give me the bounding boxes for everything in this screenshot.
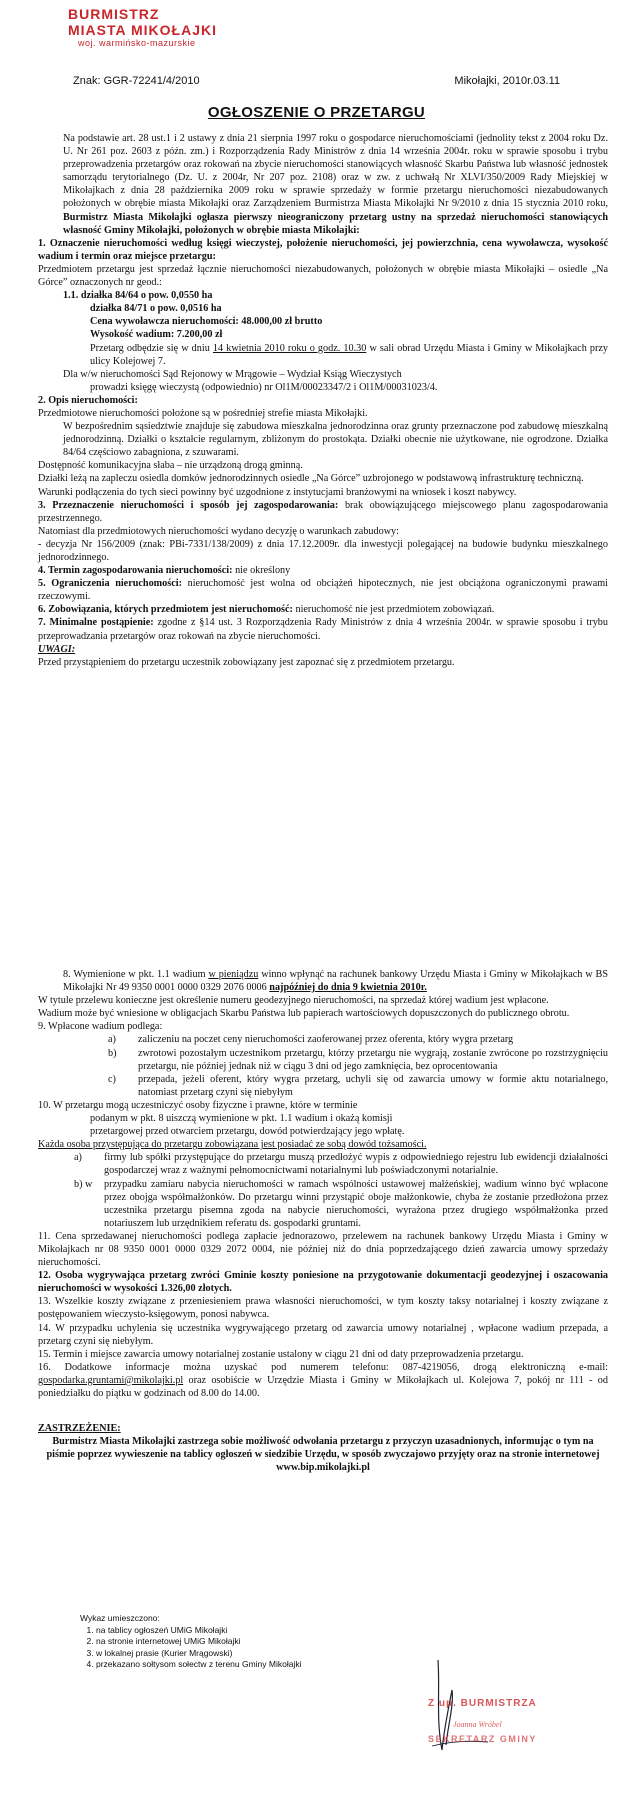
section-8-p2: W tytule przelewu konieczne jest określenie numeru geodezyjnego nieruchomości, na sprzedaż której wadium jest wpłacone. xyxy=(38,995,549,1007)
section-5: 5. Ograniczenia nieruchomości: nieruchomość jest wolna od obciążeń hipotecznych, nie jest obciążona ograniczonymi prawami rzeczowymi. xyxy=(38,578,608,603)
auction-date: 14 kwietnia 2010 roku o godz. 10.30 xyxy=(212,342,367,354)
section-2-p5: Warunki podłączenia do tych sieci powinny być uzgodnione z instytucjami branżowymi na wniosek i koszt nabywcy. xyxy=(38,486,517,498)
reservation-text: Burmistrz Miasta Mikołajki zastrzega sobie możliwość odwołania przetargu z przyczyn uzasadnionych, informując o tym na piśmie poprzez wywieszenie na tablicy ogłoszeń w siedzibie Urzędu, w sposób zwyczajowo przyjęty oraz na stronie internetowej www.bip.mikolajki.pl xyxy=(46,1436,600,1474)
section-4: 4. Termin zagospodarowania nieruchomości: nie określony xyxy=(38,565,291,577)
announcement-body xyxy=(38,132,608,669)
section-2-p4: Działki leżą na zapleczu osiedla domków jednorodzinnych osiedle „Na Górce” uzbrojonego w podstawową infrastrukturę techniczną. xyxy=(38,473,584,485)
stamp-line-1: BURMISTRZ MIASTA MIKOŁAJKI xyxy=(68,6,217,38)
section-3: 3. Przeznaczenie nieruchomości i sposób jej zagospodarowania: brak obowiązującego miejscowego planu zagospodarowania przestrzennego. xyxy=(38,499,608,524)
section-9-c: c) przepada, jeżeli oferent, który wygra przetarg, uchyli się od zawarcia umowy w formie aktu notarialnego, natomiast przetarg czyni się niebyłym xyxy=(108,1073,608,1098)
deposit-deadline: najpóźniej do dnia 9 kwietnia 2010r. xyxy=(269,982,427,994)
section-1-heading: 1. Oznaczenie nieruchomości według księgi wieczystej, położenie nieruchomości, jej powierzchnia, cena wywoławcza, wysokość wadium i termin oraz miejsce przetargu: xyxy=(38,237,608,262)
section-16: 16. Dodatkowe informacje można uzyskać pod numerem telefonu: 087-4219056, drogą elektroniczną e-mail: gospodarka.gruntami@mikolajki.pl oraz osobiście w Urzędzie Miasta i Gminy w Mikołajkach ul. Kolejowa 7, pokój nr 111 - od poniedziałku do piątku w godzinach od 8.00 do 14.00. xyxy=(38,1361,608,1399)
intro-bold: Burmistrz Miasta Mikołajki ogłasza pierwszy nieograniczony przetarg ustny na sprzedaż nieruchomości stanowiących własność Gminy Mikołajki, położonych w obrębie miasta Mikołajki: xyxy=(63,211,608,236)
section-10-l1: 10. W przetargu mogą uczestniczyć osoby fizyczne i prawne, które w terminie xyxy=(38,1099,358,1111)
posting-item: 2. na stronie internetowej UMiG Mikołajki xyxy=(96,1636,302,1648)
reservation-heading: ZASTRZEŻENIE: xyxy=(38,1423,121,1435)
stamp-line-1: Z up. BURMISTRZA xyxy=(428,1698,537,1709)
announcement-body-2 xyxy=(38,968,608,1474)
section-10-l2: podanym w pkt. 8 uiszczą wymienione w pkt. 1.1 wadium i okażą komisji xyxy=(90,1113,393,1125)
remarks-text: Przed przystąpieniem do przetargu uczestnik zobowiązany jest zapoznać się z przedmiotem przetargu. xyxy=(38,656,455,668)
land-registry-1: Dla w/w nieruchomości Sąd Rejonowy w Mrągowie – Wydział Ksiąg Wieczystych xyxy=(63,368,402,380)
stamp-line-3: SEKRETARZ GMINY xyxy=(428,1734,537,1744)
document-title: OGŁOSZENIE O PRZETARGU xyxy=(207,104,426,121)
section-10-a: a) firmy lub spółki przystępujące do przetargu muszą przedłożyć wypis z odpowiedniego rejestru lub ewidencji działalności gospodarczej wraz z ważnymi pełnomocnictwami notarialnymi lub poświadczonymi notarialnie. xyxy=(74,1152,608,1177)
section-13: 13. Wszelkie koszty związane z przeniesieniem prawa własności nieruchomości, w tym koszty taksy notarialnej i koszty związane z postępowaniem wieczysto-księgowym, ponosi nabywca. xyxy=(38,1296,608,1321)
signature-stamp xyxy=(418,1650,583,1770)
section-8: 8. Wymienione w pkt. 1.1 wadium w pieniądzu winno wpłynąć na rachunek bankowy Urzędu Miasta i Gminy w Mikołajkach w BS Mikołajki Nr 49 9350 0001 0000 0329 2076 0006 najpóźniej do dnia 9 kwietnia 2010r. xyxy=(63,969,608,994)
parcel-2: działka 84/71 o pow. 0,0516 ha xyxy=(90,303,222,315)
section-6: 6. Zobowiązania, których przedmiotem jest nieruchomość: nieruchomość nie jest przedmiotem zobowiązań. xyxy=(38,604,495,616)
deposit-amount: Wysokość wadium: 7.200,00 zł xyxy=(90,329,223,341)
section-11: 11. Cena sprzedawanej nieruchomości podlega zapłacie jednorazowo, przelewem na rachunek bankowy Urzędu Miasta i Gminy w Mikołajkach nr 08 9350 0001 0000 0329 2072 0004, nie później niż do dnia poprzedzającego dzień zawarcia umowy sprzedaży nieruchomości. xyxy=(38,1230,608,1269)
section-1-text: Przedmiotem przetargu jest sprzedaż łącznie nieruchomości niezabudowanych, położonych w obrębie miasta Mikołajki – osiedle „Na Górce” oznaczonych nr geod.: xyxy=(38,263,608,289)
section-7: 7. Minimalne postąpienie: zgodne z §14 ust. 3 Rozporządzenia Rady Ministrów z dnia 4 września 2004r. w sprawie sposobu i trybu przeprowadzania przetargów oraz rokowań na zbycie nieruchomości. xyxy=(38,617,608,642)
reference-sign: Znak: GGR-72241/4/2010 xyxy=(73,75,200,87)
section-14: 14. W przypadku uchylenia się uczestnika wygrywającego przetarg od zawarcia umowy notarialnej , wpłacone wadium przepada, a przetarg czyni się niebyłym. xyxy=(38,1322,608,1347)
auction-date-text: Przetarg odbędzie się w dniu 14 kwietnia 2010 roku o godz. 10.30 w sali obrad Urzędu Miasta i Gminy w Mikołajkach przy ulicy Kolejowej 7. xyxy=(90,342,609,367)
office-stamp xyxy=(68,6,218,46)
posting-list-heading: Wykaz umieszczono: xyxy=(80,1613,160,1623)
section-3-p3: - decyzja Nr 156/2009 (znak: PBi-7331/138/2009) z dnia 17.12.2009r. dla inwestycji polegającej na budowie budynku mieszkalnego jednorodzinnego. xyxy=(38,538,608,563)
parcel-1: 1.1. działka 84/64 o pow. 0,0550 ha xyxy=(63,290,213,302)
section-12: 12. Osoba wygrywająca przetarg zwróci Gminie koszty poniesione na przygotowanie dokumentacji geodezyjnej i oszacowania nieruchomości w wysokości 1.326,00 złotych. xyxy=(38,1270,608,1295)
section-9-a: a) zaliczeniu na poczet ceny nieruchomości zaoferowanej przez oferenta, który wygra przetarg xyxy=(108,1034,514,1046)
section-10-b: b) w przypadku zamiaru nabycia nieruchomości w ramach wspólności ustawowej małżeńskiej, wadium winno być wpłacone przez obojga współmałżonków. Do przetargu winni przystąpić oboje małżonkowie, chyba że zostanie przedłożona przez uczestnika przetargu pisemna zgoda na nabycie nieruchomości, wyrażona przez drugiego współmałżonka przed notariuszem lub urzędnikiem referatu ds. gospodarki gruntami. xyxy=(74,1178,608,1229)
handwritten-signature xyxy=(418,1650,583,1770)
posting-item: 3. w lokalnej prasie (Kurier Mrągowski) xyxy=(96,1648,302,1660)
section-10-l4: Każda osoba przystępująca do przetargu zobowiązana jest posiadać ze sobą dowód tożsamości. xyxy=(38,1139,427,1151)
section-3-p2: Natomiast dla przedmiotowych nieruchomości wydano decyzję o warunkach zabudowy: xyxy=(38,525,399,537)
contact-email[interactable]: gospodarka.gruntami@mikolajki.pl xyxy=(38,1374,184,1386)
section-8-p3: Wadium może być wniesione w obligacjach Skarbu Państwa lub papierach wartościowych dopuszczonych do publicznego obrotu. xyxy=(38,1008,570,1020)
stamp-line-2: Joanna Wróbel xyxy=(453,1720,502,1729)
intro-paragraph: Na podstawie art. 28 ust.1 i 2 ustawy z dnia 21 sierpnia 1997 roku o gospodarce nieruchomościami (jednolity tekst z 2004 roku Dz. U. Nr 261 poz. 2603 z późn. zm.) i Rozporządzenia Rady Ministrów z dnia 14 września 2004r. roku w sprawie sposobu i trybu przeprowadzenia przetargów oraz rokowań na zbycie nieruchomości stanowiących własność Skarbu Państwa lub własność jednostek samorządu terytorialnego (Dz. U. z 2004r, Nr 207 poz. 2108) oraz w zw. z uchwałą Nr XLVI/350/2009 Rady Miejskiej w Mikołajkach z dnia 28 października 2009 roku w sprawie sprzedaży w formie przetargu nieruchomości niezabudowanych położonych w obrębie miasta Mikołajki oraz Zarządzeniem Burmistrza Miasta Mikołajki Nr 9/2010 z dnia 15 stycznia 2010 roku, Burmistrz Miasta Mikołajki ogłasza pierwszy nieograniczony przetarg ustny na sprzedaż nieruchomości stanowiących własność Gminy Mikołajki, położonych w obrębie miasta Mikołajki: xyxy=(63,133,608,236)
section-9-heading: 9. Wpłacone wadium podlega: xyxy=(38,1021,163,1033)
land-registry-2: prowadzi księgę wieczystą (odpowiednio) nr Ol1M/00023347/2 i Ol1M/00031023/4. xyxy=(90,381,438,393)
section-15: 15. Termin i miejsce zawarcia umowy notarialnej zostanie ustalony w ciągu 21 dni od daty przeprowadzenia przetargu. xyxy=(38,1348,524,1360)
starting-price: Cena wywoławcza nieruchomości: 48.000,00 zł brutto xyxy=(90,316,323,328)
section-2-p3: Dostępność komunikacyjna słaba – nie urządzoną drogą gminną. xyxy=(38,460,303,472)
posting-item: 1. na tablicy ogłoszeń UMiG Mikołajki xyxy=(96,1625,302,1637)
section-10-l3: przetargowej przed otwarciem przetargu, dowód potwierdzający jego wpłatę. xyxy=(90,1126,405,1138)
section-2-p2: W bezpośrednim sąsiedztwie znajduje się zabudowa mieszkalna jednorodzinna oraz grunty przeznaczone pod zabudowę mieszkalną jednorodzinną. Działki o kształcie regularnym, zbliżonym do prostokąta. Działki obecnie nie użytkowane, nie ogrodzone. Działka 84/64 częściowo zabagniona, z szuwarami. xyxy=(63,421,608,459)
remarks-heading: UWAGI: xyxy=(38,643,76,655)
section-9-b: b) zwrotowi pozostałym uczestnikom przetargu, którzy przetargu nie wygrają, zostanie zwrócone po rozstrzygnięciu przetargu, nie później jednak niż w ciągu 3 dni od jego zamknięcia, bez oprocentowania xyxy=(108,1047,608,1072)
posting-item: 4. przekazano sołtysom sołectw z terenu Gminy Mikołajki xyxy=(96,1659,302,1671)
section-2-p1: Przedmiotowe nieruchomości położone są w pośredniej strefie miasta Mikołajki. xyxy=(38,407,368,419)
document-meta xyxy=(73,75,560,87)
stamp-line-2: woj. warmińsko-mazurskie xyxy=(78,38,196,48)
place-date: Mikołajki, 2010r.03.11 xyxy=(454,75,560,87)
posting-list xyxy=(80,1613,302,1671)
section-2-heading: 2. Opis nieruchomości: xyxy=(38,394,138,406)
